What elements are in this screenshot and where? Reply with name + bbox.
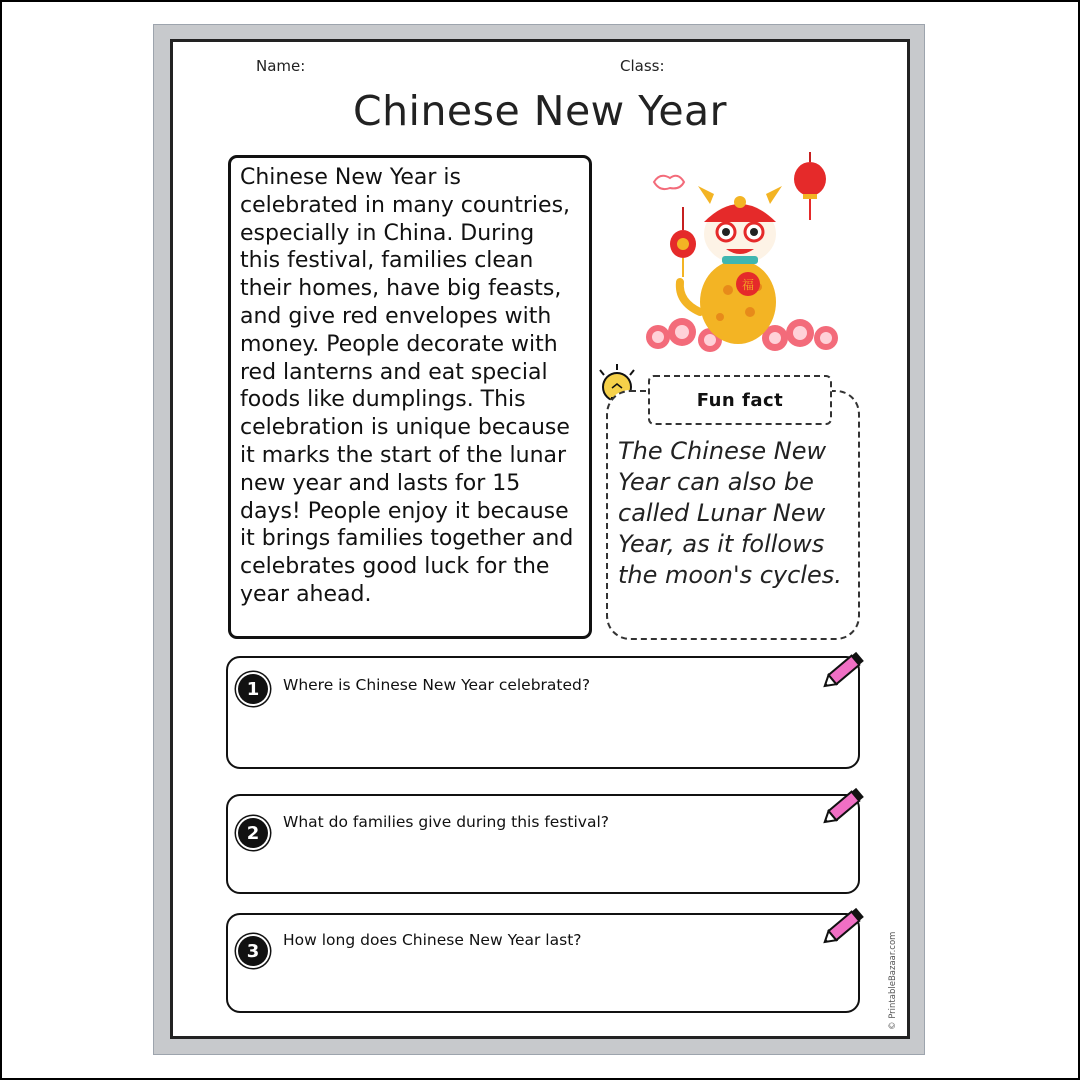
page-title: Chinese New Year [352,87,728,135]
fun-fact-heading: Fun fact [648,375,832,425]
name-label: Name: [256,57,306,75]
fortune-badge: 福 [741,278,755,292]
question-text-2: What do families give during this festival? [283,813,609,831]
answer-box-3[interactable] [226,913,860,1013]
fun-fact-text: The Chinese New Year can also be called Lunar New Year, as it follows the moon's cycles. [618,437,842,589]
pencil-icon [818,650,868,694]
question-number-3: 3 [238,936,268,966]
pencil-icon [818,786,868,830]
question-number-1: 1 [238,674,268,704]
class-label: Class: [620,57,665,75]
site-credit: © PrintableBazaar.com [888,931,898,1030]
question-number-2: 2 [238,818,268,848]
reading-passage: Chinese New Year is celebrated in many countries, especially in China. During this festival, families clean their homes, have big feasts, and give red envelopes with money. People decorate with red lanterns and eat special foods like dumplings. This celebration is unique because it marks the start of the lunar new year and lasts for 15 days! People enjoy it because it brings families together and celebrates good luck for the year ahead. [228,155,592,639]
answer-box-1[interactable] [226,656,860,769]
question-text-1: Where is Chinese New Year celebrated? [283,676,591,694]
lion-dance-dragon-illustration [640,152,845,357]
pencil-icon [818,906,868,950]
answer-box-2[interactable] [226,794,860,894]
question-text-3: How long does Chinese New Year last? [283,931,582,949]
